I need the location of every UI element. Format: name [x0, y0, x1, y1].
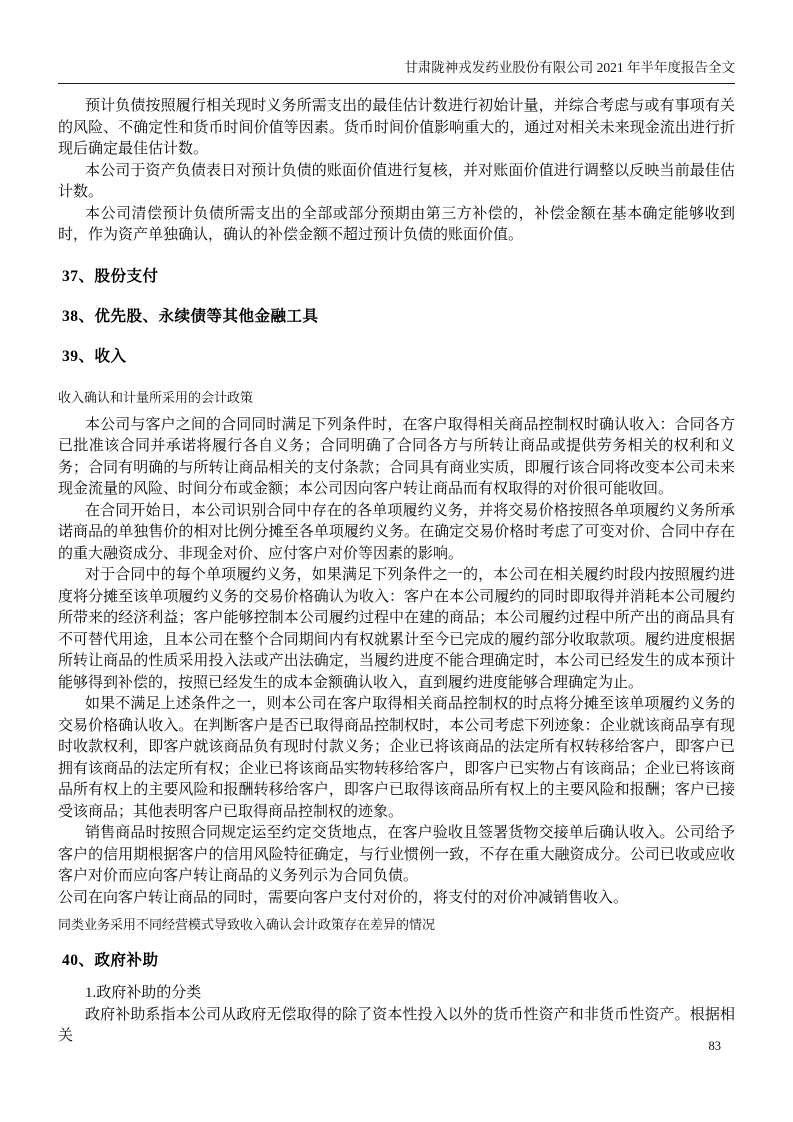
paragraph-grant-classification-title: 1.政府补助的分类: [85, 985, 202, 1001]
paragraph-grant-definition: 政府补助系指本公司从政府无偿取得的除了资本性投入以外的货币性资产和非货币性资产。根据相关: [58, 1006, 735, 1044]
header-title: 甘肃陇神戎发药业股份有限公司 2021 年半年度报告全文: [404, 60, 735, 75]
paragraph-revenue-goods-delivery: 销售商品时按照合同规定运至约定交货地点，在客户验收且签署货物交接单后确认收入。公司给予客户的信用期根据客户的信用风险特征确定，与行业惯例一致，不存在重大融资成分。公司已收或应收客户对价而应向客户转让商品的义务列示为合同负债。: [58, 825, 735, 884]
note-revenue-policy-difference: 同类业务采用不同经营模式导致收入确认会计政策存在差异的情况: [58, 917, 436, 932]
page-footer: [709, 1039, 722, 1054]
paragraph-revenue-contract-conditions: 本公司与客户之间的合同同时满足下列条件时，在客户取得相关商品控制权时确认收入：合同各方已批准该合同并承诺将履行各自义务；合同明确了合同各方与所转让商品或提供劳务相关的权利和义务；合同有明确的与所转让商品相关的支付条款；合同具有商业实质，即履行该合同将改变本公司未来现金流量的风险、时间分布或金额；本公司因向客户转让商品而有权取得的对价很可能收回。: [58, 416, 735, 497]
paragraph-revenue-consideration-offset: 公司在向客户转让商品的同时，需要向客户支付对价的，将支付的对价冲减销售收入。: [58, 889, 629, 906]
paragraph-provision-initial-measurement: 预计负债按照履行相关现时义务所需支出的最佳估计数进行初始计量，并综合考虑与或有事项有关的风险、不确定性和货币时间价值等因素。货币时间价值影响重大的，通过对相关未来现金流出进行折现后确定最佳估计数。: [58, 98, 735, 157]
paragraph-provision-compensation: 本公司清偿预计负债所需支出的全部或部分预期由第三方补偿的，补偿金额在基本确定能够收到时，作为资产单独确认，确认的补偿金额不超过预计负债的账面价值。: [58, 205, 735, 243]
document-body: [58, 96, 735, 1048]
section-heading-37-share-payment: 37、股份支付: [62, 267, 159, 285]
note-revenue-policy: 收入确认和计量所采用的会计政策: [58, 389, 254, 405]
paragraph-provision-review: 本公司于资产负债表日对预计负债的账面价值进行复核，并对账面价值进行调整以反映当前最佳估计数。: [58, 162, 735, 200]
section-heading-40-government-grants: 40、政府补助: [62, 952, 159, 969]
paragraph-revenue-contract-start: 在合同开始日，本公司识别合同中存在的各单项履约义务，并将交易价格按照各单项履约义务所承诺商品的单独售价的相对比例分摊至各单项履约义务。在确定交易价格时考虑了可变对价、合同中存在的重大融资成分、非现金对价、应付客户对价等因素的影响。: [58, 502, 735, 562]
section-heading-38-preferred-shares: 38、优先股、永续债等其他金融工具: [62, 307, 319, 325]
page-header: [58, 59, 735, 84]
paragraph-revenue-control-transfer: 如果不满足上述条件之一，则本公司在客户取得相关商品控制权的时点将分摊至该单项履约义务的交易价格确认收入。在判断客户是否已取得商品控制权时，本公司考虑下列迹象：企业就该商品享有现时收款权利，即客户就该商品负有现时付款义务；企业已将该商品的法定所有权转移给客户，即客户已拥有该商品的法定所有权；企业已将该商品实物转移给客户，即客户已实物占有该商品；企业已将该商品所有权上的主要风险和报酬转移给客户，即客户已取得该商品所有权上的主要风险和报酬；客户已接受该商品；其他表明客户已取得商品控制权的迹象。: [58, 696, 735, 820]
section-heading-39-revenue: 39、收入: [62, 347, 127, 365]
page-number: 83: [708, 1039, 721, 1053]
paragraph-revenue-performance-obligation: 对于合同中的每个单项履约义务，如果满足下列条件之一的，本公司在相关履约时段内按照履约进度将分摊至该单项履约义务的交易价格确认为收入：客户在本公司履约的同时即取得并消耗本公司履约所带来的经济利益；客户能够控制本公司履约过程中在建的商品；本公司履约过程中所产出的商品具有不可替代用途，且本公司在整个合同期间内有权就累计至今已完成的履约部分收取款项。履约进度根据所转让商品的性质采用投入法或产出法确定，当履约进度不能合理确定时，本公司已经发生的成本预计能够得到补偿的，按照已经发生的成本金额确认收入，直到履约进度能够合理确定为止。: [58, 567, 735, 691]
